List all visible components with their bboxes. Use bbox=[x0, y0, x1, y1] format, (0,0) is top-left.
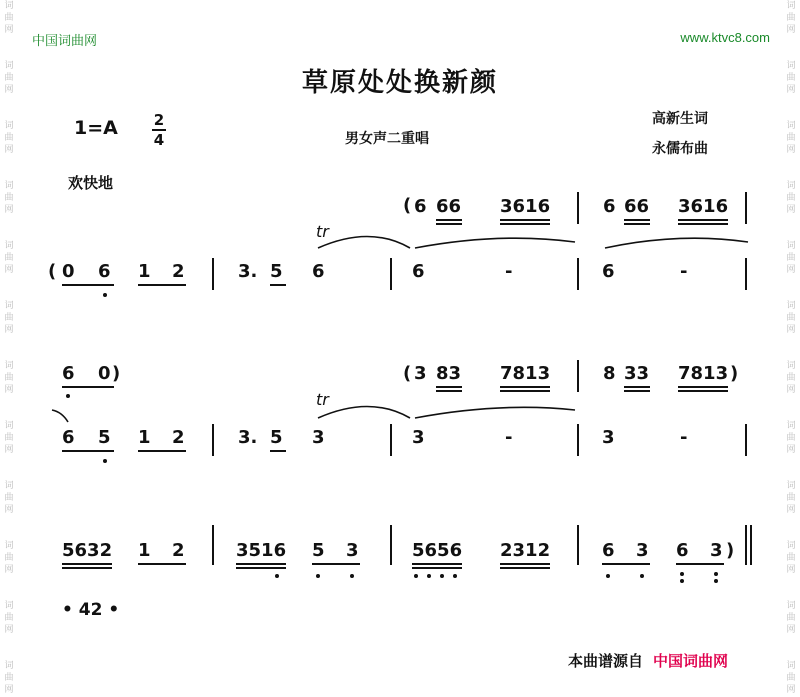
underline bbox=[678, 219, 728, 221]
underline bbox=[412, 563, 462, 565]
underline bbox=[602, 563, 650, 565]
low-dot bbox=[103, 459, 107, 463]
watermark-char: 曲 bbox=[786, 193, 796, 203]
watermark-char: 词 bbox=[4, 121, 14, 131]
underline bbox=[62, 386, 114, 388]
note: 0 bbox=[98, 363, 111, 384]
underline bbox=[676, 563, 724, 565]
note: 6 bbox=[603, 196, 616, 217]
watermark-char: 曲 bbox=[786, 313, 796, 323]
watermark-char: 网 bbox=[4, 265, 14, 275]
watermark-char: 曲 bbox=[786, 493, 796, 503]
barline bbox=[745, 258, 747, 290]
low-dot bbox=[66, 394, 70, 398]
note: 5 bbox=[270, 427, 283, 448]
note: 3616 bbox=[678, 196, 729, 217]
note: 6 bbox=[414, 196, 427, 217]
underline bbox=[500, 386, 550, 388]
note: 5 bbox=[98, 427, 111, 448]
barline bbox=[212, 258, 214, 290]
trill-mark: tr bbox=[316, 390, 329, 409]
underline bbox=[412, 567, 462, 569]
underline bbox=[500, 567, 550, 569]
underline bbox=[270, 284, 286, 286]
note: 5 bbox=[312, 540, 325, 561]
watermark-char: 曲 bbox=[786, 433, 796, 443]
barline bbox=[577, 258, 579, 290]
low-dot bbox=[350, 574, 354, 578]
time-bottom: 4 bbox=[153, 131, 165, 149]
watermark-char: 网 bbox=[786, 385, 796, 395]
underline bbox=[624, 390, 650, 392]
bracket-open: ( bbox=[403, 195, 412, 216]
watermark-char: 网 bbox=[786, 325, 796, 335]
watermark-char: 曲 bbox=[786, 73, 796, 83]
underline bbox=[624, 219, 650, 221]
note: 6 bbox=[98, 261, 111, 282]
note: 3 bbox=[346, 540, 359, 561]
low-dot bbox=[316, 574, 320, 578]
watermark-char: 词 bbox=[4, 361, 14, 371]
barline bbox=[577, 360, 579, 392]
watermark-char: 词 bbox=[786, 241, 796, 251]
underline bbox=[624, 386, 650, 388]
low-dot bbox=[640, 574, 644, 578]
underline bbox=[312, 563, 360, 565]
note: 7813 bbox=[678, 363, 729, 384]
note: 3 bbox=[602, 427, 615, 448]
footer-brand-link[interactable]: 中国词曲网 bbox=[653, 652, 729, 670]
voice-type: 男女声二重唱 bbox=[345, 131, 429, 147]
watermark-char: 词 bbox=[786, 361, 796, 371]
barline bbox=[745, 424, 747, 456]
watermark-char: 网 bbox=[786, 85, 796, 95]
note: 3 bbox=[312, 427, 325, 448]
barline bbox=[750, 525, 752, 565]
underline bbox=[138, 563, 186, 565]
watermark-char: 曲 bbox=[4, 673, 14, 683]
watermark-char: 曲 bbox=[786, 373, 796, 383]
watermark-char: 词 bbox=[786, 61, 796, 71]
watermark-char: 词 bbox=[4, 661, 14, 671]
watermark-char: 曲 bbox=[4, 553, 14, 563]
note: 1 bbox=[138, 261, 151, 282]
watermark-char: 词 bbox=[786, 121, 796, 131]
bracket-close: ) bbox=[726, 540, 735, 561]
watermark-char: 网 bbox=[786, 685, 796, 695]
watermark-char: 曲 bbox=[786, 133, 796, 143]
watermark-char: 词 bbox=[4, 1, 14, 11]
watermark-char: 曲 bbox=[4, 133, 14, 143]
watermark-char: 曲 bbox=[4, 493, 14, 503]
underline bbox=[500, 390, 550, 392]
underline bbox=[62, 567, 112, 569]
watermark-char: 词 bbox=[4, 421, 14, 431]
bracket-close: ) bbox=[730, 363, 739, 384]
note: 66 bbox=[624, 196, 650, 217]
note: 6 bbox=[412, 261, 425, 282]
note: 6 bbox=[676, 540, 689, 561]
watermark-char: 网 bbox=[786, 505, 796, 515]
note: 6 bbox=[602, 540, 615, 561]
note: 1 bbox=[138, 427, 151, 448]
watermark-char: 曲 bbox=[786, 613, 796, 623]
underline bbox=[624, 223, 650, 225]
barline bbox=[745, 525, 747, 565]
underline bbox=[138, 450, 186, 452]
watermark-char: 曲 bbox=[4, 613, 14, 623]
watermark-char: 曲 bbox=[4, 73, 14, 83]
watermark-char: 网 bbox=[4, 325, 14, 335]
low-dot bbox=[680, 579, 684, 583]
low-dot bbox=[275, 574, 279, 578]
low-dot bbox=[103, 293, 107, 297]
underline bbox=[500, 219, 550, 221]
time-top: 2 bbox=[153, 111, 165, 129]
key-signature: 1=A bbox=[74, 117, 118, 139]
low-dot bbox=[427, 574, 431, 578]
watermark-char: 词 bbox=[4, 301, 14, 311]
bracket-close: ) bbox=[112, 363, 121, 384]
watermark-char: 网 bbox=[4, 85, 14, 95]
watermark-char: 曲 bbox=[4, 253, 14, 263]
note: 5632 bbox=[62, 540, 113, 561]
barline bbox=[212, 525, 214, 565]
underline bbox=[236, 567, 286, 569]
watermark-char: 网 bbox=[4, 145, 14, 155]
page-number: • 42 • bbox=[62, 600, 120, 620]
barline bbox=[577, 525, 579, 565]
note: 3. bbox=[238, 427, 258, 448]
watermark-char: 词 bbox=[786, 661, 796, 671]
footer-source-text: 本曲谱源自 bbox=[568, 652, 644, 670]
underline bbox=[436, 223, 462, 225]
watermark-char: 曲 bbox=[4, 13, 14, 23]
note: 2 bbox=[172, 540, 185, 561]
note: 7813 bbox=[500, 363, 551, 384]
note: 6 bbox=[602, 261, 615, 282]
watermark-char: 词 bbox=[786, 541, 796, 551]
underline bbox=[62, 284, 114, 286]
note: 5656 bbox=[412, 540, 463, 561]
underline bbox=[270, 450, 286, 452]
underline bbox=[500, 563, 550, 565]
watermark-char: 曲 bbox=[786, 13, 796, 23]
underline bbox=[236, 563, 286, 565]
underline bbox=[500, 223, 550, 225]
trill-mark: tr bbox=[316, 222, 329, 241]
note: 1 bbox=[138, 540, 151, 561]
watermark-char: 曲 bbox=[4, 373, 14, 383]
footer-source bbox=[568, 650, 728, 671]
watermark-char: 网 bbox=[786, 265, 796, 275]
composer: 永儒布曲 bbox=[652, 141, 708, 157]
watermark-char: 网 bbox=[4, 685, 14, 695]
note: 5 bbox=[270, 261, 283, 282]
watermark-char: 曲 bbox=[786, 253, 796, 263]
watermark-char: 网 bbox=[786, 145, 796, 155]
watermark-char: 词 bbox=[4, 241, 14, 251]
note: 3 bbox=[414, 363, 427, 384]
watermark-char: 网 bbox=[4, 445, 14, 455]
barline bbox=[390, 258, 392, 290]
watermark-char: 词 bbox=[4, 541, 14, 551]
low-dot bbox=[714, 579, 718, 583]
underline bbox=[678, 390, 728, 392]
note: 8 bbox=[603, 363, 616, 384]
watermark-char: 词 bbox=[4, 61, 14, 71]
watermark-char: 网 bbox=[786, 565, 796, 575]
barline bbox=[577, 424, 579, 456]
bracket-open: ( bbox=[403, 363, 412, 384]
watermark-char: 词 bbox=[4, 481, 14, 491]
underline bbox=[62, 450, 114, 452]
dash: - bbox=[680, 261, 688, 282]
underline bbox=[436, 386, 462, 388]
watermark-char: 网 bbox=[4, 205, 14, 215]
underline bbox=[436, 219, 462, 221]
watermark-char: 曲 bbox=[786, 553, 796, 563]
barline bbox=[390, 424, 392, 456]
watermark-char: 词 bbox=[4, 181, 14, 191]
note: 6 bbox=[62, 363, 75, 384]
watermark-char: 曲 bbox=[786, 673, 796, 683]
note: 3 bbox=[636, 540, 649, 561]
watermark-char: 曲 bbox=[4, 433, 14, 443]
dash: - bbox=[505, 261, 513, 282]
underline bbox=[678, 223, 728, 225]
watermark-char: 网 bbox=[786, 25, 796, 35]
barline bbox=[577, 192, 579, 224]
underline bbox=[62, 563, 112, 565]
low-dot bbox=[453, 574, 457, 578]
note: 2 bbox=[172, 427, 185, 448]
low-dot bbox=[440, 574, 444, 578]
watermark-char: 词 bbox=[786, 481, 796, 491]
watermark-char: 词 bbox=[786, 601, 796, 611]
watermark-char: 网 bbox=[786, 205, 796, 215]
watermark-char: 网 bbox=[4, 625, 14, 635]
site-name-left[interactable]: 中国词曲网 bbox=[32, 34, 98, 49]
barline bbox=[212, 424, 214, 456]
watermark-char: 网 bbox=[4, 565, 14, 575]
watermark-char: 网 bbox=[786, 445, 796, 455]
note: 66 bbox=[436, 196, 462, 217]
low-dot bbox=[680, 572, 684, 576]
site-url-right[interactable]: www.ktvc8.com bbox=[680, 30, 770, 45]
tempo-marking: 欢快地 bbox=[68, 174, 114, 192]
dash: - bbox=[680, 427, 688, 448]
song-title: 草原处处换新颜 bbox=[301, 68, 498, 98]
low-dot bbox=[606, 574, 610, 578]
low-dot bbox=[414, 574, 418, 578]
underline bbox=[436, 390, 462, 392]
note: 3516 bbox=[236, 540, 287, 561]
bracket-open: ( bbox=[48, 261, 57, 282]
low-dot bbox=[714, 572, 718, 576]
note: 2312 bbox=[500, 540, 551, 561]
watermark-char: 词 bbox=[786, 1, 796, 11]
note: 33 bbox=[624, 363, 650, 384]
note: 6 bbox=[62, 427, 75, 448]
watermark-char: 网 bbox=[4, 505, 14, 515]
watermark-char: 词 bbox=[786, 421, 796, 431]
barline bbox=[745, 192, 747, 224]
note: 3 bbox=[710, 540, 723, 561]
watermark-char: 词 bbox=[4, 601, 14, 611]
lyricist: 高新生词 bbox=[652, 111, 708, 127]
watermark-char: 曲 bbox=[4, 193, 14, 203]
barline bbox=[390, 525, 392, 565]
watermark-char: 词 bbox=[786, 301, 796, 311]
note: 3. bbox=[238, 261, 258, 282]
note: 6 bbox=[312, 261, 325, 282]
note: 83 bbox=[436, 363, 462, 384]
dash: - bbox=[505, 427, 513, 448]
watermark-char: 网 bbox=[4, 385, 14, 395]
underline bbox=[138, 284, 186, 286]
watermark-char: 词 bbox=[786, 181, 796, 191]
underline bbox=[678, 386, 728, 388]
note: 3616 bbox=[500, 196, 551, 217]
watermark-char: 曲 bbox=[4, 313, 14, 323]
note: 0 bbox=[62, 261, 75, 282]
watermark-char: 网 bbox=[786, 625, 796, 635]
note: 2 bbox=[172, 261, 185, 282]
note: 3 bbox=[412, 427, 425, 448]
watermark-char: 网 bbox=[4, 25, 14, 35]
